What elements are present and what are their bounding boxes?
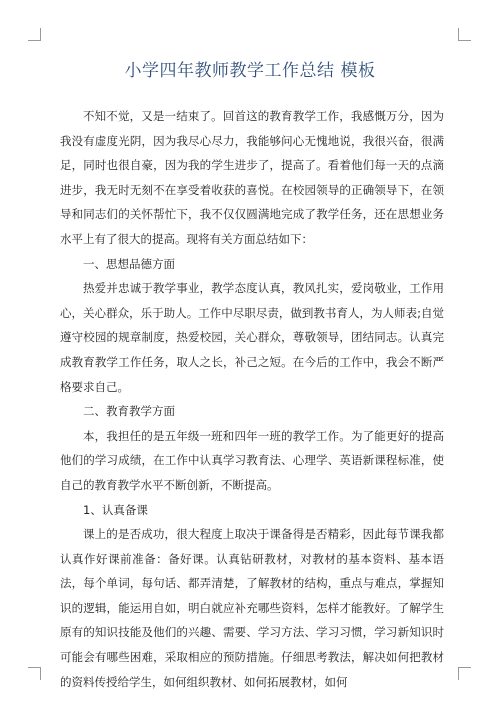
crop-mark-bottom-left [28, 667, 41, 680]
section-heading-ideology: 一、思想品德方面 [83, 256, 175, 271]
crop-mark-bottom-right [458, 667, 471, 680]
crop-mark-top-left [28, 28, 41, 41]
subsection-heading-lesson-prep: 1、认真备课 [83, 502, 148, 517]
paragraph-teaching: 本，我担任的是五年级一班和四年一班的教学工作。为了能更好的提高他们的学习成绩，在工作中认真学习教育法、心理学、英语新课程标准，使自己的教育教学水平不断创新，不断提高。 [60, 428, 444, 492]
document-title: 小学四年教师教学工作总结 模板 [124, 61, 376, 81]
paragraph-intro: 不知不觉，又是一结束了。回首这的教育教学工作，我感慨万分，因为我没有虚度光阴，因为我尽心尽力，我能够问心无愧地说，我很兴奋，很满足，同时也很自豪，因为我的学生进步了，提高了。看着他们每一天的点滴进步，我无时无刻不在享受着收获的喜悦。在校园领导的正确领导下，在领导和同志们的关怀帮忙下，我不仅仅圆满地完成了教学任务，还在思想业务水平上有了很大的提高。现将有关方面总结如下： [60, 109, 444, 246]
crop-mark-top-right [458, 28, 471, 41]
paragraph-ideology: 热爱并忠诚于教学事业，教学态度认真，教风扎实，爱岗敬业，工作用心，关心群众，乐于助人。工作中尽职尽责，做到教书育人，为人师表;自觉遵守校园的规章制度，热爱校园，关心群众，尊敬领导，团结同志。认真完成教育教学工作任务，取人之长，补己之短。在今后的工作中，我会不断严格要求自己。 [60, 281, 444, 394]
paragraph-lesson-prep: 课上的是否成功，很大程度上取决于课备得是否精彩，因此每节课我都认真作好课前准备：备好课。认真钻研教材，对教材的基本资料、基本语法，每个单词，每句话、都弄清楚，了解教材的结构，重点与难点，掌握知识的逻辑，能运用自如，明白就应补充哪些资料，怎样才能教好。了解学生原有的知识技能及他们的兴趣、需要、学习方法、学习习惯，学习新知识时可能会有哪些困难，采取相应的预防措施。仔细思考教法，解决如何把教材的资料传授给学生，如何组织教材、如何拓展教材，如何 [60, 527, 444, 689]
section-heading-teaching: 二、教育教学方面 [83, 404, 175, 419]
document-body [60, 104, 444, 694]
